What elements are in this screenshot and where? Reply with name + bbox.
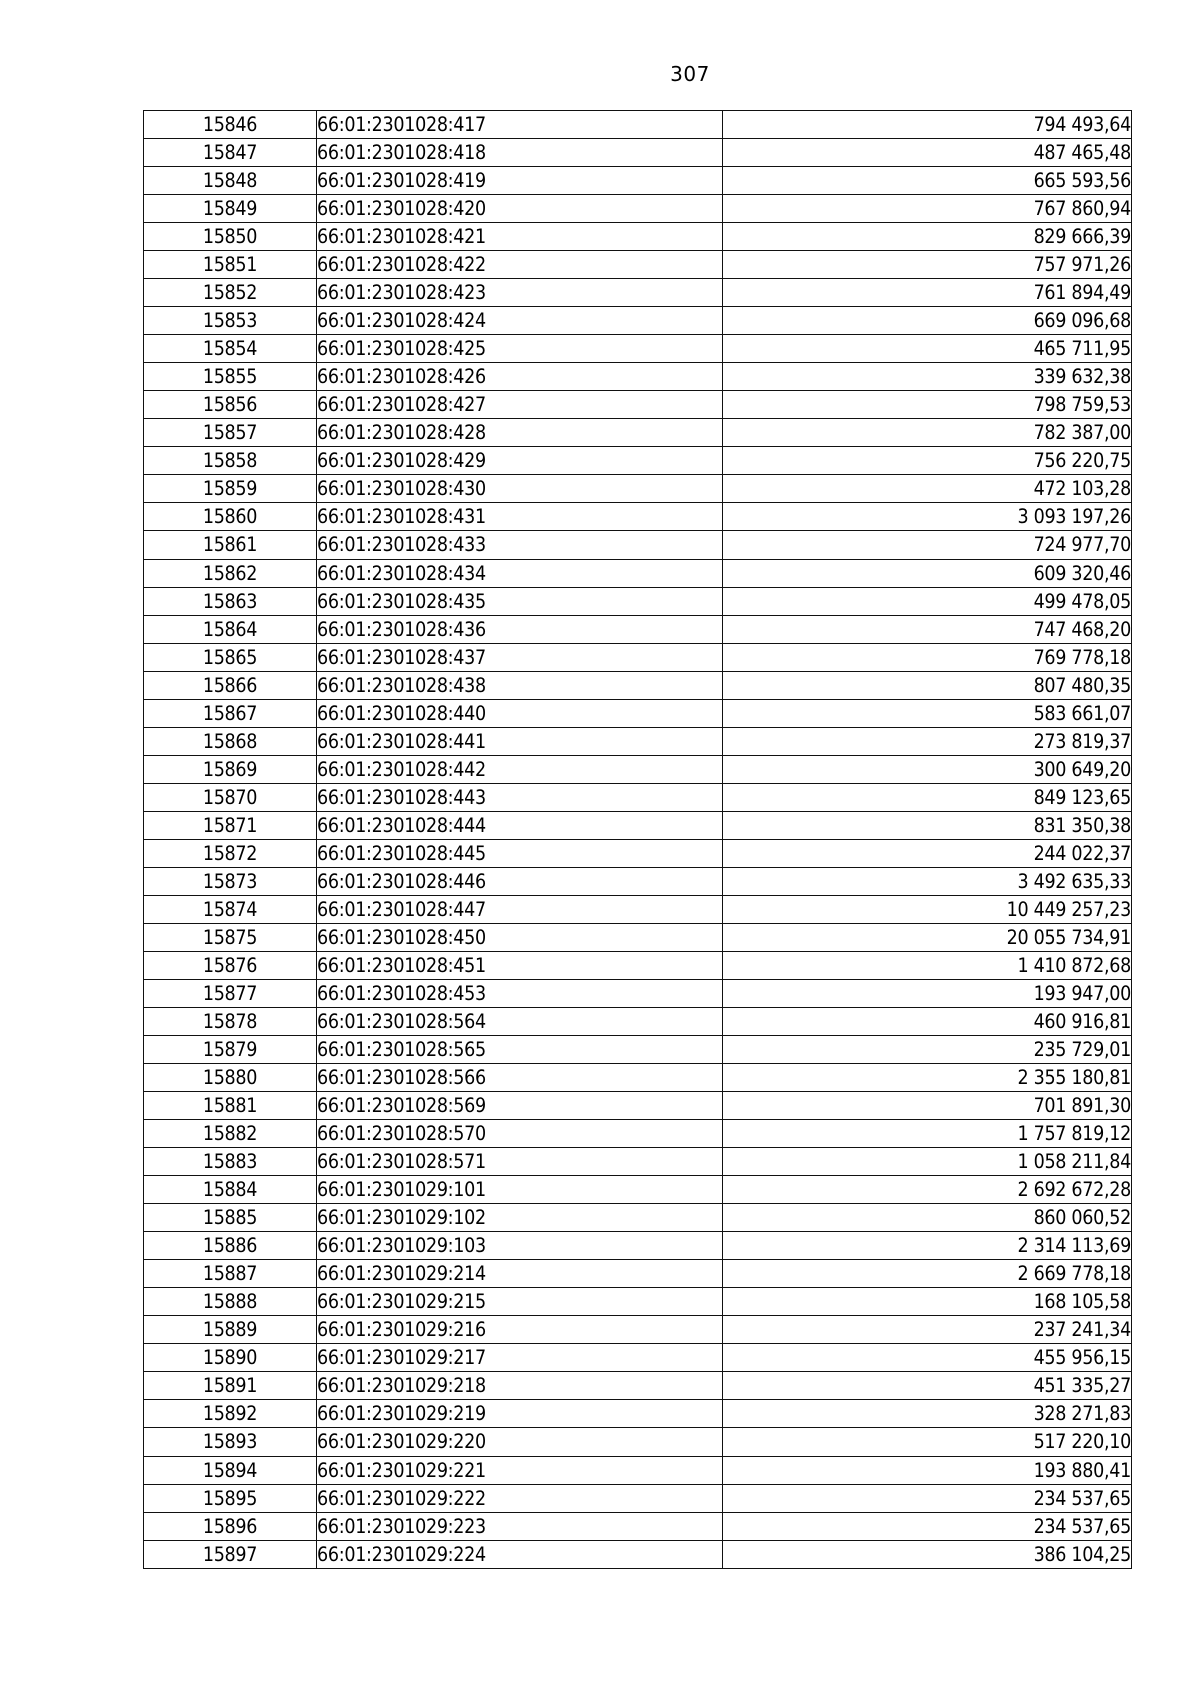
row-number-cell: 15881 (144, 1092, 317, 1120)
cadastral-value-cell: 2 314 113,69 (723, 1232, 1132, 1260)
cadastral-value-cell: 665 593,56 (723, 167, 1132, 195)
cadastral-number-cell: 66:01:2301028:421 (317, 223, 723, 251)
table-row (144, 559, 1132, 587)
cadastral-number-cell: 66:01:2301028:426 (317, 363, 723, 391)
row-number-cell: 15891 (144, 1372, 317, 1400)
table-row (144, 867, 1132, 895)
row-number-cell: 15874 (144, 895, 317, 923)
row-number-cell: 15868 (144, 727, 317, 755)
cadastral-value-cell: 465 711,95 (723, 335, 1132, 363)
cadastral-number-cell: 66:01:2301028:564 (317, 1008, 723, 1036)
cadastral-value-cell: 235 729,01 (723, 1036, 1132, 1064)
table-row (144, 195, 1132, 223)
cadastral-value-cell: 273 819,37 (723, 727, 1132, 755)
cadastral-number-cell: 66:01:2301029:221 (317, 1456, 723, 1484)
cadastral-value-table (143, 110, 1132, 1569)
table-row (144, 839, 1132, 867)
table-row (144, 1092, 1132, 1120)
cadastral-value-cell: 1 757 819,12 (723, 1120, 1132, 1148)
row-number-cell: 15879 (144, 1036, 317, 1064)
cadastral-number-cell: 66:01:2301028:425 (317, 335, 723, 363)
cadastral-number-cell: 66:01:2301028:437 (317, 643, 723, 671)
cadastral-value-cell: 724 977,70 (723, 531, 1132, 559)
cadastral-number-cell: 66:01:2301029:220 (317, 1428, 723, 1456)
cadastral-value-cell: 386 104,25 (723, 1540, 1132, 1568)
row-number-cell: 15884 (144, 1176, 317, 1204)
cadastral-value-cell: 237 241,34 (723, 1316, 1132, 1344)
cadastral-value-cell: 300 649,20 (723, 755, 1132, 783)
cadastral-number-cell: 66:01:2301029:224 (317, 1540, 723, 1568)
cadastral-number-cell: 66:01:2301028:427 (317, 391, 723, 419)
cadastral-number-cell: 66:01:2301029:216 (317, 1316, 723, 1344)
cadastral-value-cell: 2 669 778,18 (723, 1260, 1132, 1288)
row-number-cell: 15890 (144, 1344, 317, 1372)
row-number-cell: 15875 (144, 923, 317, 951)
row-number-cell: 15866 (144, 671, 317, 699)
cadastral-value-cell: 583 661,07 (723, 699, 1132, 727)
cadastral-value-cell: 849 123,65 (723, 783, 1132, 811)
cadastral-value-cell: 517 220,10 (723, 1428, 1132, 1456)
cadastral-value-cell: 451 335,27 (723, 1372, 1132, 1400)
cadastral-number-cell: 66:01:2301029:214 (317, 1260, 723, 1288)
cadastral-number-cell: 66:01:2301028:441 (317, 727, 723, 755)
cadastral-number-cell: 66:01:2301028:419 (317, 167, 723, 195)
cadastral-number-cell: 66:01:2301029:102 (317, 1204, 723, 1232)
table-row (144, 1008, 1132, 1036)
cadastral-number-cell: 66:01:2301028:420 (317, 195, 723, 223)
table-row (144, 475, 1132, 503)
cadastral-value-cell: 472 103,28 (723, 475, 1132, 503)
cadastral-value-cell: 756 220,75 (723, 447, 1132, 475)
cadastral-value-cell: 2 355 180,81 (723, 1064, 1132, 1092)
row-number-cell: 15886 (144, 1232, 317, 1260)
cadastral-value-cell: 193 947,00 (723, 979, 1132, 1007)
row-number-cell: 15892 (144, 1400, 317, 1428)
table-row (144, 783, 1132, 811)
row-number-cell: 15895 (144, 1484, 317, 1512)
table-row (144, 727, 1132, 755)
row-number-cell: 15853 (144, 307, 317, 335)
cadastral-number-cell: 66:01:2301029:222 (317, 1484, 723, 1512)
row-number-cell: 15873 (144, 867, 317, 895)
cadastral-number-cell: 66:01:2301028:442 (317, 755, 723, 783)
table-row (144, 895, 1132, 923)
row-number-cell: 15862 (144, 559, 317, 587)
cadastral-number-cell: 66:01:2301028:447 (317, 895, 723, 923)
row-number-cell: 15852 (144, 279, 317, 307)
row-number-cell: 15880 (144, 1064, 317, 1092)
cadastral-value-cell: 3 492 635,33 (723, 867, 1132, 895)
row-number-cell: 15850 (144, 223, 317, 251)
table-row (144, 1204, 1132, 1232)
table-row (144, 587, 1132, 615)
table-row (144, 1232, 1132, 1260)
table-body (144, 111, 1132, 1569)
table-row (144, 139, 1132, 167)
table-row (144, 1400, 1132, 1428)
row-number-cell: 15858 (144, 447, 317, 475)
cadastral-value-cell: 234 537,65 (723, 1512, 1132, 1540)
row-number-cell: 15855 (144, 363, 317, 391)
row-number-cell: 15867 (144, 699, 317, 727)
cadastral-value-cell: 1 410 872,68 (723, 951, 1132, 979)
table-row (144, 447, 1132, 475)
table-row (144, 1176, 1132, 1204)
cadastral-number-cell: 66:01:2301029:103 (317, 1232, 723, 1260)
row-number-cell: 15893 (144, 1428, 317, 1456)
table-row (144, 1288, 1132, 1316)
row-number-cell: 15883 (144, 1148, 317, 1176)
row-number-cell: 15877 (144, 979, 317, 1007)
cadastral-value-cell: 807 480,35 (723, 671, 1132, 699)
cadastral-number-cell: 66:01:2301028:444 (317, 811, 723, 839)
cadastral-number-cell: 66:01:2301028:418 (317, 139, 723, 167)
cadastral-number-cell: 66:01:2301028:451 (317, 951, 723, 979)
table-row (144, 307, 1132, 335)
table-row (144, 223, 1132, 251)
cadastral-value-cell: 193 880,41 (723, 1456, 1132, 1484)
table-row (144, 335, 1132, 363)
cadastral-value-cell: 487 465,48 (723, 139, 1132, 167)
table-row (144, 1064, 1132, 1092)
cadastral-value-cell: 2 692 672,28 (723, 1176, 1132, 1204)
table-row (144, 755, 1132, 783)
row-number-cell: 15871 (144, 811, 317, 839)
table-row (144, 643, 1132, 671)
cadastral-number-cell: 66:01:2301029:217 (317, 1344, 723, 1372)
table-row (144, 1372, 1132, 1400)
row-number-cell: 15860 (144, 503, 317, 531)
cadastral-value-cell: 339 632,38 (723, 363, 1132, 391)
row-number-cell: 15854 (144, 335, 317, 363)
table-row (144, 419, 1132, 447)
cadastral-value-cell: 20 055 734,91 (723, 923, 1132, 951)
cadastral-value-cell: 767 860,94 (723, 195, 1132, 223)
cadastral-number-cell: 66:01:2301028:445 (317, 839, 723, 867)
cadastral-number-cell: 66:01:2301029:219 (317, 1400, 723, 1428)
cadastral-number-cell: 66:01:2301028:440 (317, 699, 723, 727)
cadastral-value-cell: 328 271,83 (723, 1400, 1132, 1428)
cadastral-value-cell: 747 468,20 (723, 615, 1132, 643)
cadastral-number-cell: 66:01:2301029:218 (317, 1372, 723, 1400)
table-row (144, 1036, 1132, 1064)
row-number-cell: 15882 (144, 1120, 317, 1148)
row-number-cell: 15887 (144, 1260, 317, 1288)
row-number-cell: 15876 (144, 951, 317, 979)
table-row (144, 251, 1132, 279)
cadastral-value-cell: 860 060,52 (723, 1204, 1132, 1232)
table-row (144, 391, 1132, 419)
cadastral-number-cell: 66:01:2301028:424 (317, 307, 723, 335)
cadastral-value-cell: 460 916,81 (723, 1008, 1132, 1036)
table-row (144, 811, 1132, 839)
cadastral-number-cell: 66:01:2301028:417 (317, 111, 723, 139)
cadastral-number-cell: 66:01:2301028:430 (317, 475, 723, 503)
cadastral-number-cell: 66:01:2301028:450 (317, 923, 723, 951)
table-row (144, 363, 1132, 391)
cadastral-number-cell: 66:01:2301028:435 (317, 587, 723, 615)
cadastral-value-cell: 831 350,38 (723, 811, 1132, 839)
table-row (144, 1120, 1132, 1148)
cadastral-value-cell: 168 105,58 (723, 1288, 1132, 1316)
cadastral-number-cell: 66:01:2301028:453 (317, 979, 723, 1007)
cadastral-number-cell: 66:01:2301028:436 (317, 615, 723, 643)
cadastral-number-cell: 66:01:2301028:446 (317, 867, 723, 895)
table-row (144, 1540, 1132, 1568)
cadastral-value-cell: 829 666,39 (723, 223, 1132, 251)
row-number-cell: 15847 (144, 139, 317, 167)
page-number: 307 (670, 62, 710, 86)
cadastral-value-cell: 782 387,00 (723, 419, 1132, 447)
cadastral-value-cell: 769 778,18 (723, 643, 1132, 671)
row-number-cell: 15857 (144, 419, 317, 447)
cadastral-value-cell: 609 320,46 (723, 559, 1132, 587)
row-number-cell: 15894 (144, 1456, 317, 1484)
cadastral-value-cell: 757 971,26 (723, 251, 1132, 279)
row-number-cell: 15869 (144, 755, 317, 783)
row-number-cell: 15872 (144, 839, 317, 867)
row-number-cell: 15846 (144, 111, 317, 139)
cadastral-value-cell: 499 478,05 (723, 587, 1132, 615)
cadastral-number-cell: 66:01:2301028:571 (317, 1148, 723, 1176)
cadastral-number-cell: 66:01:2301028:422 (317, 251, 723, 279)
table-row (144, 1428, 1132, 1456)
table-row (144, 1484, 1132, 1512)
cadastral-value-cell: 455 956,15 (723, 1344, 1132, 1372)
table-row (144, 531, 1132, 559)
table-row (144, 979, 1132, 1007)
cadastral-number-cell: 66:01:2301029:223 (317, 1512, 723, 1540)
cadastral-value-cell: 761 894,49 (723, 279, 1132, 307)
table-row (144, 923, 1132, 951)
cadastral-number-cell: 66:01:2301028:570 (317, 1120, 723, 1148)
cadastral-number-cell: 66:01:2301028:565 (317, 1036, 723, 1064)
row-number-cell: 15878 (144, 1008, 317, 1036)
cadastral-value-cell: 234 537,65 (723, 1484, 1132, 1512)
table-row (144, 1512, 1132, 1540)
row-number-cell: 15864 (144, 615, 317, 643)
cadastral-number-cell: 66:01:2301028:438 (317, 671, 723, 699)
cadastral-value-cell: 3 093 197,26 (723, 503, 1132, 531)
row-number-cell: 15863 (144, 587, 317, 615)
row-number-cell: 15885 (144, 1204, 317, 1232)
row-number-cell: 15851 (144, 251, 317, 279)
row-number-cell: 15870 (144, 783, 317, 811)
table-row (144, 1316, 1132, 1344)
table-row (144, 1456, 1132, 1484)
row-number-cell: 15888 (144, 1288, 317, 1316)
cadastral-value-cell: 794 493,64 (723, 111, 1132, 139)
row-number-cell: 15861 (144, 531, 317, 559)
cadastral-value-cell: 701 891,30 (723, 1092, 1132, 1120)
table-row (144, 699, 1132, 727)
cadastral-value-cell: 798 759,53 (723, 391, 1132, 419)
cadastral-number-cell: 66:01:2301029:101 (317, 1176, 723, 1204)
table-row (144, 1344, 1132, 1372)
table-row (144, 1148, 1132, 1176)
cadastral-value-cell: 10 449 257,23 (723, 895, 1132, 923)
table-row (144, 503, 1132, 531)
row-number-cell: 15859 (144, 475, 317, 503)
cadastral-number-cell: 66:01:2301028:428 (317, 419, 723, 447)
cadastral-number-cell: 66:01:2301028:566 (317, 1064, 723, 1092)
row-number-cell: 15849 (144, 195, 317, 223)
cadastral-number-cell: 66:01:2301029:215 (317, 1288, 723, 1316)
cadastral-number-cell: 66:01:2301028:569 (317, 1092, 723, 1120)
cadastral-value-cell: 669 096,68 (723, 307, 1132, 335)
row-number-cell: 15848 (144, 167, 317, 195)
row-number-cell: 15896 (144, 1512, 317, 1540)
cadastral-value-cell: 1 058 211,84 (723, 1148, 1132, 1176)
table-row (144, 951, 1132, 979)
table-row (144, 167, 1132, 195)
cadastral-number-cell: 66:01:2301028:429 (317, 447, 723, 475)
table-row (144, 671, 1132, 699)
cadastral-number-cell: 66:01:2301028:431 (317, 503, 723, 531)
row-number-cell: 15856 (144, 391, 317, 419)
table-row (144, 111, 1132, 139)
row-number-cell: 15865 (144, 643, 317, 671)
row-number-cell: 15889 (144, 1316, 317, 1344)
cadastral-number-cell: 66:01:2301028:434 (317, 559, 723, 587)
cadastral-value-cell: 244 022,37 (723, 839, 1132, 867)
table-row (144, 1260, 1132, 1288)
cadastral-number-cell: 66:01:2301028:423 (317, 279, 723, 307)
table-row (144, 615, 1132, 643)
cadastral-number-cell: 66:01:2301028:433 (317, 531, 723, 559)
table-row (144, 279, 1132, 307)
cadastral-number-cell: 66:01:2301028:443 (317, 783, 723, 811)
row-number-cell: 15897 (144, 1540, 317, 1568)
